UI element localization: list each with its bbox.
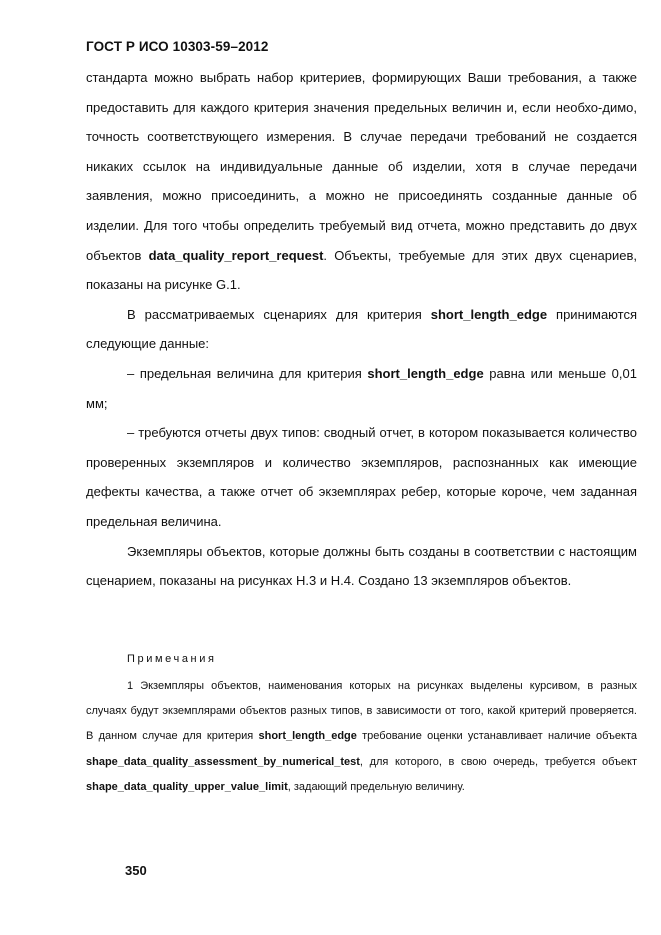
paragraph-1-text-b: . Объекты, требуемые для этих двух сценариев, показаны на рисунке G.1. — [86, 247, 637, 293]
note-1-text-a: 1 Экземпляры объектов, наименования которых на рисунках выделены курсивом, в разных случаях будут экземплярами объектов разных типов, в зависимости от того, какой критерий проверяется. В данном случае для критерия — [86, 680, 637, 743]
list-item-2: – требуются отчеты двух типов: сводный отчет, в котором показывается количество проверенных экземпляров и количество экземпляров, распознанных как имеющие дефекты качества, а также отчет об экземплярах ребер, которые короче, чем заданная предельная величина. — [86, 425, 637, 529]
note-1-entity-1: short_length_edge — [258, 730, 357, 743]
note-1-text-d: , задающий предельную величину. — [287, 780, 465, 793]
paragraph-2-text-a: В рассматриваемых сценариях для критерия — [127, 306, 431, 322]
paragraph-2-entity: short_length_edge — [430, 306, 548, 322]
paragraph-5: Экземпляры объектов, которые должны быть созданы в соответствии с настоящим сценарием, показаны на рисунках Н.3 и Н.4. Создано 13 экземпляров объектов. — [86, 543, 637, 589]
list-item-1 — [86, 359, 637, 418]
page-number: 350 — [125, 863, 147, 878]
list-item-1-text-b: равна или меньше 0,01 мм; — [86, 365, 637, 411]
paragraph-2 — [86, 300, 637, 359]
note-1-text-b: требование оценки устанавливает наличие объекта — [356, 730, 637, 743]
notes-text — [86, 674, 637, 800]
note-1-entity-2: shape_data_quality_assessment_by_numerical_test — [86, 755, 360, 768]
note-1-text-c: , для которого, в свою очередь, требуется объект — [359, 755, 637, 768]
note-1-entity-3: shape_data_quality_upper_value_limit — [86, 780, 288, 793]
list-item-1-text-a: – предельная величина для критерия — [127, 365, 368, 381]
document-header: ГОСТ Р ИСО 10303-59–2012 — [86, 39, 269, 54]
paragraph-2-text-b: принимаются следующие данные: — [86, 306, 637, 352]
paragraph-1-entity: data_quality_report_request — [148, 247, 324, 263]
body-text — [86, 63, 637, 596]
note-1 — [86, 674, 637, 800]
paragraph-1 — [86, 63, 637, 300]
list-item-1-entity: short_length_edge — [367, 365, 484, 381]
notes-title: Примечания — [127, 653, 217, 665]
paragraph-1-text-a: стандарта можно выбрать набор критериев, формирующих Ваши требования, а также предоставить для каждого критерия значения предельных величин и, если необхо-димо, точность соответствующего измерения. В случае передачи требований не создается никаких ссылок на индивидуальные данные об изделии, хотя в случае передачи заявления, можно присоединить, а можно не присоединять созданные данные об изделии. Для того чтобы определить требуемый вид отчета, можно представить до двух объектов — [86, 70, 637, 263]
